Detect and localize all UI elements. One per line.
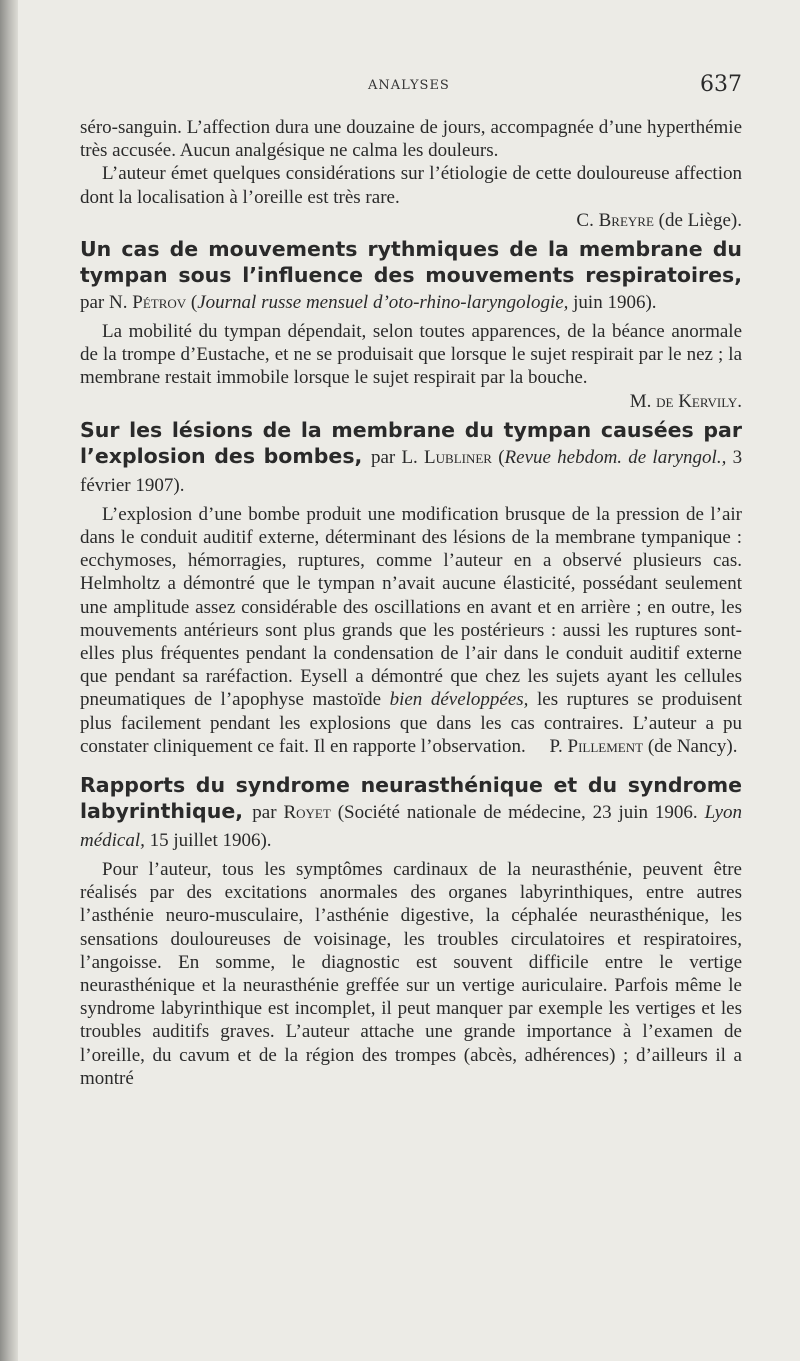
article-meta-royet: par Royet (Société nationale de médecine, 23 juin 1906. Lyon médical, 15 juillet 1906). bbox=[80, 802, 743, 852]
paragraph-etiology: L’auteur émet quelques considérations sur l’étiologie de cette douloureuse affection dont la localisation à l’oreille est très rare. bbox=[80, 163, 742, 208]
article-body-petrov: La mobilité du tympan dépendait, selon toutes apparences, de la béance anormale de la trompe d’Eustache, et ne se produisait que lorsque le sujet respirait par le nez ; la membrane restait immobile lorsque le sujet respirait par la bouche. bbox=[80, 321, 742, 389]
article-title-petrov: Un cas de mouvements rythmiques de la membrane du tympan sous l’influence des mouvements respiratoires, par N. Pétrov (Journal russe mensuel d’oto-rhino-laryngologie, juin 1906). bbox=[80, 237, 742, 314]
article-body-lubliner: L’explosion d’une bombe produit une modification brusque de la pression de l’air dans le conduit auditif externe, déterminant des lésions de la membrane tympanique : ecchymoses, hémorragies, ruptures, comme l’auteur en a observé plusieurs cas. Helmholtz a démontré que le tympan n’avait aucune élasticité, possédant seulement une amplitude assez considérable des oscillations en avant et en arrière ; en outre, les mouvements antérieurs sont plus grands que les postérieurs : aussi les ruptures sont-elles plus fréquentes pendant la condensation de l’air dans le conduit auditif externe que pendant sa raréfaction. Eysell a démontré que chez les sujets ayant les cellules pneumatiques de l’apophyse mastoïde bien développées, les ruptures se produisent plus facilement pendant les explosions que dans les cas contraires. L’auteur a pu constater cliniquement ce fait. Il en rapporte l’observation. P. Pillement (de Nancy). bbox=[80, 503, 743, 757]
article-meta-petrov: par N. Pétrov (Journal russe mensuel d’oto-rhino-laryngologie, juin 1906). bbox=[80, 292, 657, 314]
article-title-royet: Rapports du syndrome neurasthénique et du syndrome labyrinthique, par Royet (Société nationale de médecine, 23 juin 1906. Lyon médical, 15 juillet 1906). bbox=[80, 773, 743, 852]
page-content bbox=[80, 116, 742, 1090]
paragraph-continuation: séro-sanguin. L’affection dura une douzaine de jours, accompagnée d’une hyperthémie très accusée. Aucun analgésique ne calma les douleurs. bbox=[80, 117, 742, 162]
page-number: 637 bbox=[700, 72, 742, 97]
signature-kervily: M. de Kervily. bbox=[629, 390, 742, 412]
signature-pillement: P. Pillement (de Nancy). bbox=[549, 735, 738, 757]
article-body-royet: Pour l’auteur, tous les symptômes cardinaux de la neurasthénie, peuvent être réalisés par des excitations anormales des organes labyrinthiques, entre autres l’asthénie neuro-musculaire, l’asthénie digestive, la céphalée neurasthénique, les sensations douloureuses de voisinage, les troubles circulatoires et respiratoires, l’angoisse. En somme, le diagnostic est souvent difficile entre le vertige neurasthénique et la neurasthénie greffée sur un vertige auriculaire. Parfois même le syndrome labyrinthique est incomplet, il peut manquer par exemple les vertiges et les troubles auditifs graves. L’auteur attache une grande importance à l’examen de l’oreille, du cavum et de la région des trompes (abcès, adhérences) ; d’ailleurs il a montré bbox=[80, 859, 742, 1089]
signature-breyre: C. Breyre (de Liège). bbox=[576, 209, 742, 231]
running-head: ANALYSES bbox=[368, 78, 450, 93]
article-meta-lubliner: par L. Lubliner (Revue hebdom. de laryngol., 3 février 1907). bbox=[80, 446, 743, 496]
book-spine-shadow bbox=[0, 0, 18, 1361]
article-title-lubliner: Sur les lésions de la membrane du tympan causées par l’explosion des bombes, par L. Lubliner (Revue hebdom. de laryngol., 3 février 1907). bbox=[80, 417, 743, 496]
